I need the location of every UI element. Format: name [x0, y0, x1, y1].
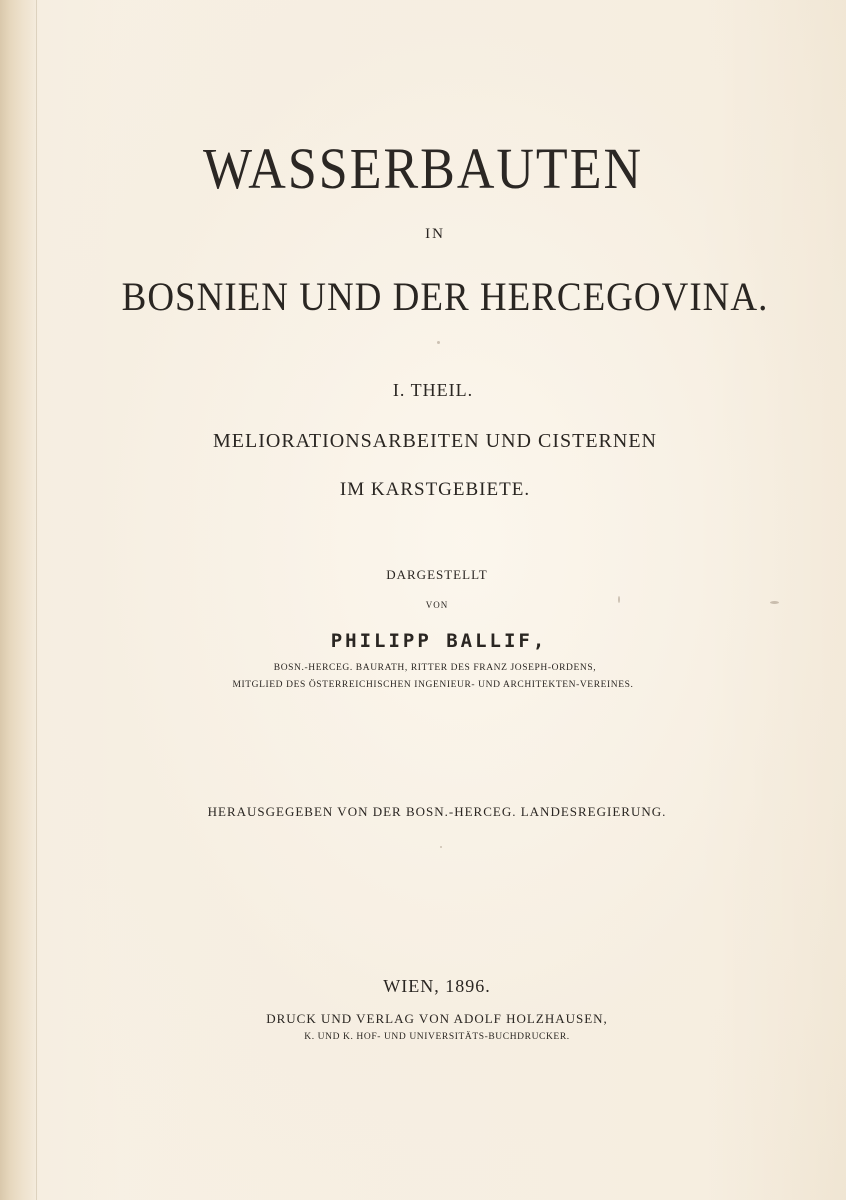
- paper-speck: [770, 601, 779, 604]
- paper-speck: [618, 596, 620, 603]
- paper-speck: [440, 846, 442, 848]
- region-title: BOSNIEN UND DER HERCEGOVINA.: [121, 275, 769, 320]
- publisher-line: HERAUSGEGEBEN VON DER BOSN.-HERCEG. LANDESREGIERUNG.: [207, 804, 667, 819]
- by-label: VON: [425, 600, 449, 610]
- author-credentials-1: BOSN.-HERCEG. BAURATH, RITTER DES FRANZ JOSEPH-ORDENS,: [273, 663, 597, 673]
- presented-label: DARGESTELLT: [386, 567, 488, 582]
- subject-line-2: IM KARSTGEBIETE.: [339, 479, 531, 500]
- imprint-printer-title: K. UND K. HOF- UND UNIVERSITÄTS-BUCHDRUCKER.: [304, 1032, 570, 1042]
- part-number: I. THEIL.: [392, 380, 474, 400]
- imprint-place-year: WIEN, 1896.: [383, 976, 491, 996]
- title-connector: IN: [425, 226, 445, 242]
- subject-line-1: MELIORATIONSARBEITEN UND CISTERNEN: [213, 430, 657, 452]
- paper-speck: [437, 341, 440, 344]
- author-name: PHILIPP BALLIF,: [330, 630, 548, 652]
- author-credentials-2: MITGLIED DES ÖSTERREICHISCHEN INGENIEUR- UND ARCHITEKTEN-VEREINES.: [232, 680, 634, 690]
- main-title: WASSERBAUTEN: [202, 137, 644, 202]
- imprint-printer: DRUCK UND VERLAG VON ADOLF HOLZHAUSEN,: [266, 1011, 608, 1026]
